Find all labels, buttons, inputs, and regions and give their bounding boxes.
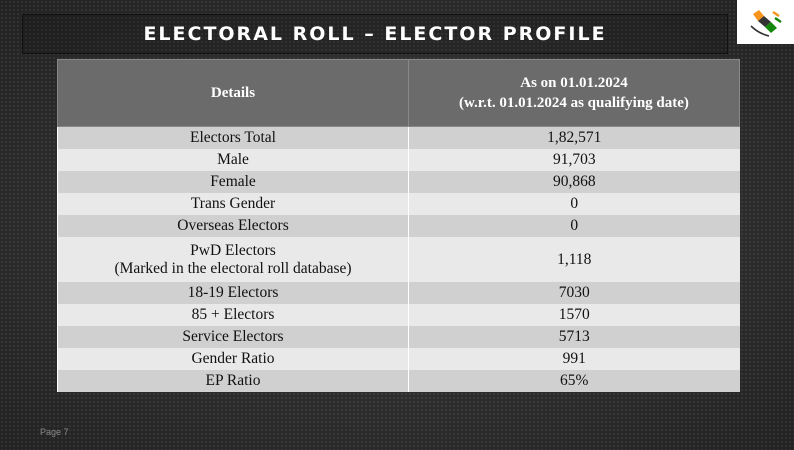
row-value: 1570 — [409, 304, 740, 326]
table-header-row — [58, 60, 740, 127]
election-commission-logo-icon — [737, 0, 794, 44]
row-detail: Male — [58, 149, 409, 171]
row-detail — [58, 237, 409, 282]
table-row — [58, 282, 740, 304]
row-detail: 18-19 Electors — [58, 282, 409, 304]
slide-title: ELECTORAL ROLL – ELECTOR PROFILE — [143, 23, 607, 45]
row-value: 0 — [409, 215, 740, 237]
row-value: 91,703 — [409, 149, 740, 171]
row-detail-line2: (Marked in the electoral roll database) — [114, 259, 352, 277]
header-details: Details — [58, 60, 409, 127]
table-row — [58, 215, 740, 237]
row-value: 1,118 — [409, 237, 740, 282]
page-number: Page 7 — [40, 427, 69, 437]
row-detail: Female — [58, 171, 409, 193]
table-row — [58, 326, 740, 348]
row-detail-line1: PwD Electors — [190, 241, 276, 259]
row-detail: EP Ratio — [58, 370, 409, 392]
election-commission-logo — [737, 0, 794, 44]
row-detail: Service Electors — [58, 326, 409, 348]
table-row — [58, 370, 740, 392]
table-row — [58, 127, 740, 150]
slide-title-bar — [22, 14, 728, 54]
row-value: 1,82,571 — [409, 127, 740, 150]
row-value: 7030 — [409, 282, 740, 304]
row-value: 991 — [409, 348, 740, 370]
row-value: 5713 — [409, 326, 740, 348]
elector-profile-table — [57, 59, 740, 392]
row-value: 0 — [409, 193, 740, 215]
header-as-on-date: As on 01.01.2024 — [520, 75, 628, 91]
row-value: 90,868 — [409, 171, 740, 193]
table-row — [58, 171, 740, 193]
table-row — [58, 237, 740, 282]
row-detail: Electors Total — [58, 127, 409, 150]
header-qualifying-date: (w.r.t. 01.01.2024 as qualifying date) — [459, 95, 689, 111]
header-as-on — [409, 60, 740, 127]
row-detail: 85 + Electors — [58, 304, 409, 326]
row-detail: Gender Ratio — [58, 348, 409, 370]
table-row — [58, 193, 740, 215]
table-row — [58, 304, 740, 326]
row-detail: Overseas Electors — [58, 215, 409, 237]
row-detail: Trans Gender — [58, 193, 409, 215]
row-value: 65% — [409, 370, 740, 392]
table-row — [58, 348, 740, 370]
table-row — [58, 149, 740, 171]
